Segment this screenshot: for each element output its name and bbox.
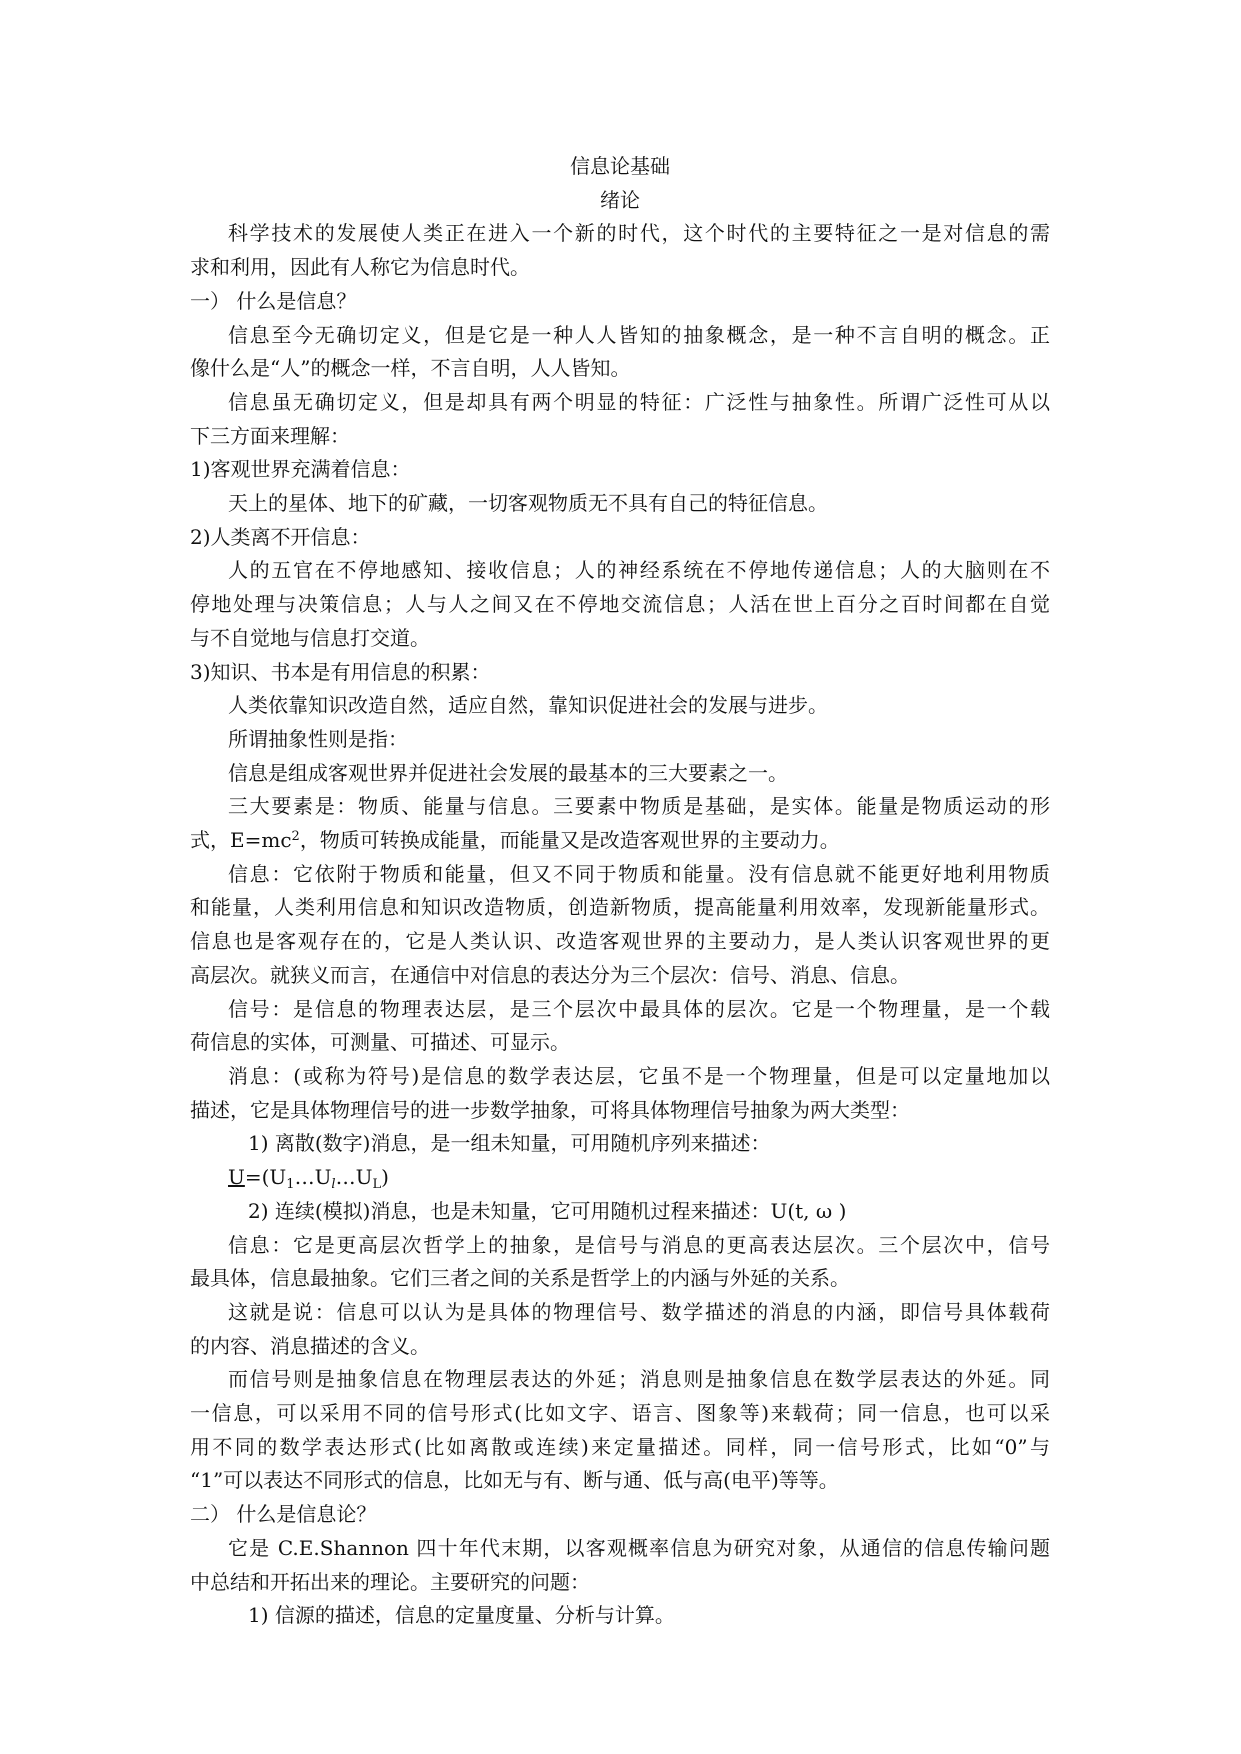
features-line: 下三方面来理解： [190, 423, 350, 448]
info-line: 高层次。就狭义而言，在通信中对信息的表达分为三个层次：信号、消息、信息。 [190, 962, 910, 987]
formula-base: E=mc [230, 828, 292, 853]
elements-line-formula [190, 824, 1050, 858]
extension-line: 而信号则是抽象信息在物理层表达的外延；消息则是抽象信息在数学层表达的外延。同 [228, 1367, 1050, 1392]
section-heading-2: 二） 什么是信息论？ [190, 1502, 377, 1527]
continuous-message-item: 2) 连续(模拟)消息，也是未知量，它可用随机过程来描述：U(t, ω ) [248, 1198, 847, 1223]
message-line: 描述，它是具体物理信号的进一步数学抽象，可将具体物理信号抽象为两大类型： [190, 1097, 910, 1122]
info-line: 和能量，人类利用信息和知识改造物质，创造新物质，提高能量利用效率，发现新能量形式。 [190, 895, 1050, 920]
intro-line: 科学技术的发展使人类正在进入一个新的时代，这个时代的主要特征之一是对信息的需 [228, 221, 1050, 246]
discrete-message-item: 1) 离散(数字)消息，是一组未知量，可用随机序列来描述： [248, 1131, 771, 1156]
document-title: 信息论基础 [570, 154, 670, 178]
emc2-formula [230, 828, 300, 852]
definition-line: 信息至今无确切定义，但是它是一种人人皆知的抽象概念，是一种不言自明的概念。正 [228, 322, 1050, 347]
chapter-title: 绪论 [600, 187, 640, 212]
formula-part: …U [335, 1165, 373, 1190]
formula-part: ) [381, 1165, 389, 1190]
formula-part: …U [294, 1165, 332, 1190]
document-body [190, 150, 1050, 1633]
signal-line: 信号：是信息的物理表达层，是三个层次中最具体的层次。它是一个物理量，是一个载 [228, 996, 1050, 1021]
extension-line: 一信息，可以采用不同的信号形式(比如文字、语言、图象等)来载荷；同一信息，也可以采 [190, 1401, 1050, 1426]
point-2-line: 停地处理与决策信息；人与人之间又在不停地交流信息；人活在世上百分之百时间都在自觉 [190, 592, 1050, 617]
extension-line: 用不同的数学表达形式(比如离散或连续)来定量描述。同样，同一信号形式，比如“0”与 [190, 1434, 1050, 1459]
features-line: 信息虽无确切定义，但是却具有两个明显的特征：广泛性与抽象性。所谓广泛性可从以 [228, 389, 1050, 414]
sequence-formula [190, 1161, 1050, 1195]
point-3-heading: 3)知识、书本是有用信息的积累： [190, 659, 491, 684]
abstract-heading: 所谓抽象性则是指： [228, 726, 408, 751]
theory-line: 中总结和开拓出来的理论。主要研究的问题： [190, 1569, 590, 1594]
info-level-line: 最具体，信息最抽象。它们三者之间的关系是哲学上的内涵与外延的关系。 [190, 1266, 850, 1291]
that-is-line: 的内容、消息描述的含义。 [190, 1333, 430, 1358]
point-3-text: 人类依靠知识改造自然，适应自然，靠知识促进社会的发展与进步。 [228, 693, 828, 718]
point-1-heading: 1)客观世界充满着信息： [190, 457, 411, 482]
signal-line: 荷信息的实体，可测量、可描述、可显示。 [190, 1030, 570, 1055]
theory-item-1: 1) 信源的描述，信息的定量度量、分析与计算。 [248, 1603, 675, 1628]
definition-line: 像什么是“人”的概念一样，不言自明，人人皆知。 [190, 356, 631, 381]
section-heading-1: 一） 什么是信息？ [190, 288, 357, 313]
elements-line: 三大要素是：物质、能量与信息。三要素中物质是基础，是实体。能量是物质运动的形 [228, 794, 1050, 819]
intro-line: 求和利用，因此有人称它为信息时代。 [190, 255, 530, 280]
theory-line: 它是 C.E.Shannon 四十年代末期，以客观概率信息为研究对象，从通信的信息传输问题 [228, 1535, 1050, 1560]
formula-subscript: 1 [286, 1177, 295, 1193]
message-line: 消息：(或称为符号)是信息的数学表达层，它虽不是一个物理量，但是可以定量地加以 [228, 1063, 1050, 1088]
info-line: 信息也是客观存在的，它是人类认识、改造客观世界的主要动力，是人类认识客观世界的更 [190, 929, 1050, 954]
point-2-line: 与不自觉地与信息打交道。 [190, 625, 430, 650]
formula-subscript: l [331, 1177, 336, 1193]
point-2-line: 人的五官在不停地感知、接收信息；人的神经系统在不停地传递信息；人的大脑则在不 [228, 558, 1050, 583]
elements-pre: 式， [190, 828, 230, 853]
formula-subscript: L [372, 1177, 382, 1193]
formula-vector-u: U [228, 1165, 245, 1190]
info-line: 信息：它依附于物质和能量，但又不同于物质和能量。没有信息就不能更好地利用物质 [228, 861, 1050, 886]
elements-post: ，物质可转换成能量，而能量又是改造客观世界的主要动力。 [299, 828, 840, 853]
point-1-text: 天上的星体、地下的矿藏，一切客观物质无不具有自己的特征信息。 [228, 491, 828, 516]
abstract-text: 信息是组成客观世界并促进社会发展的最基本的三大要素之一。 [228, 760, 788, 785]
point-2-heading: 2)人类离不开信息： [190, 524, 371, 549]
formula-exponent: 2 [291, 829, 300, 845]
formula-part: =(U [244, 1165, 287, 1190]
info-level-line: 信息：它是更高层次哲学上的抽象，是信号与消息的更高表达层次。三个层次中，信号 [228, 1232, 1050, 1257]
extension-line: “1”可以表达不同形式的信息，比如无与有、断与通、低与高(电平)等等。 [190, 1468, 839, 1493]
that-is-line: 这就是说：信息可以认为是具体的物理信号、数学描述的消息的内涵，即信号具体载荷 [228, 1299, 1050, 1324]
